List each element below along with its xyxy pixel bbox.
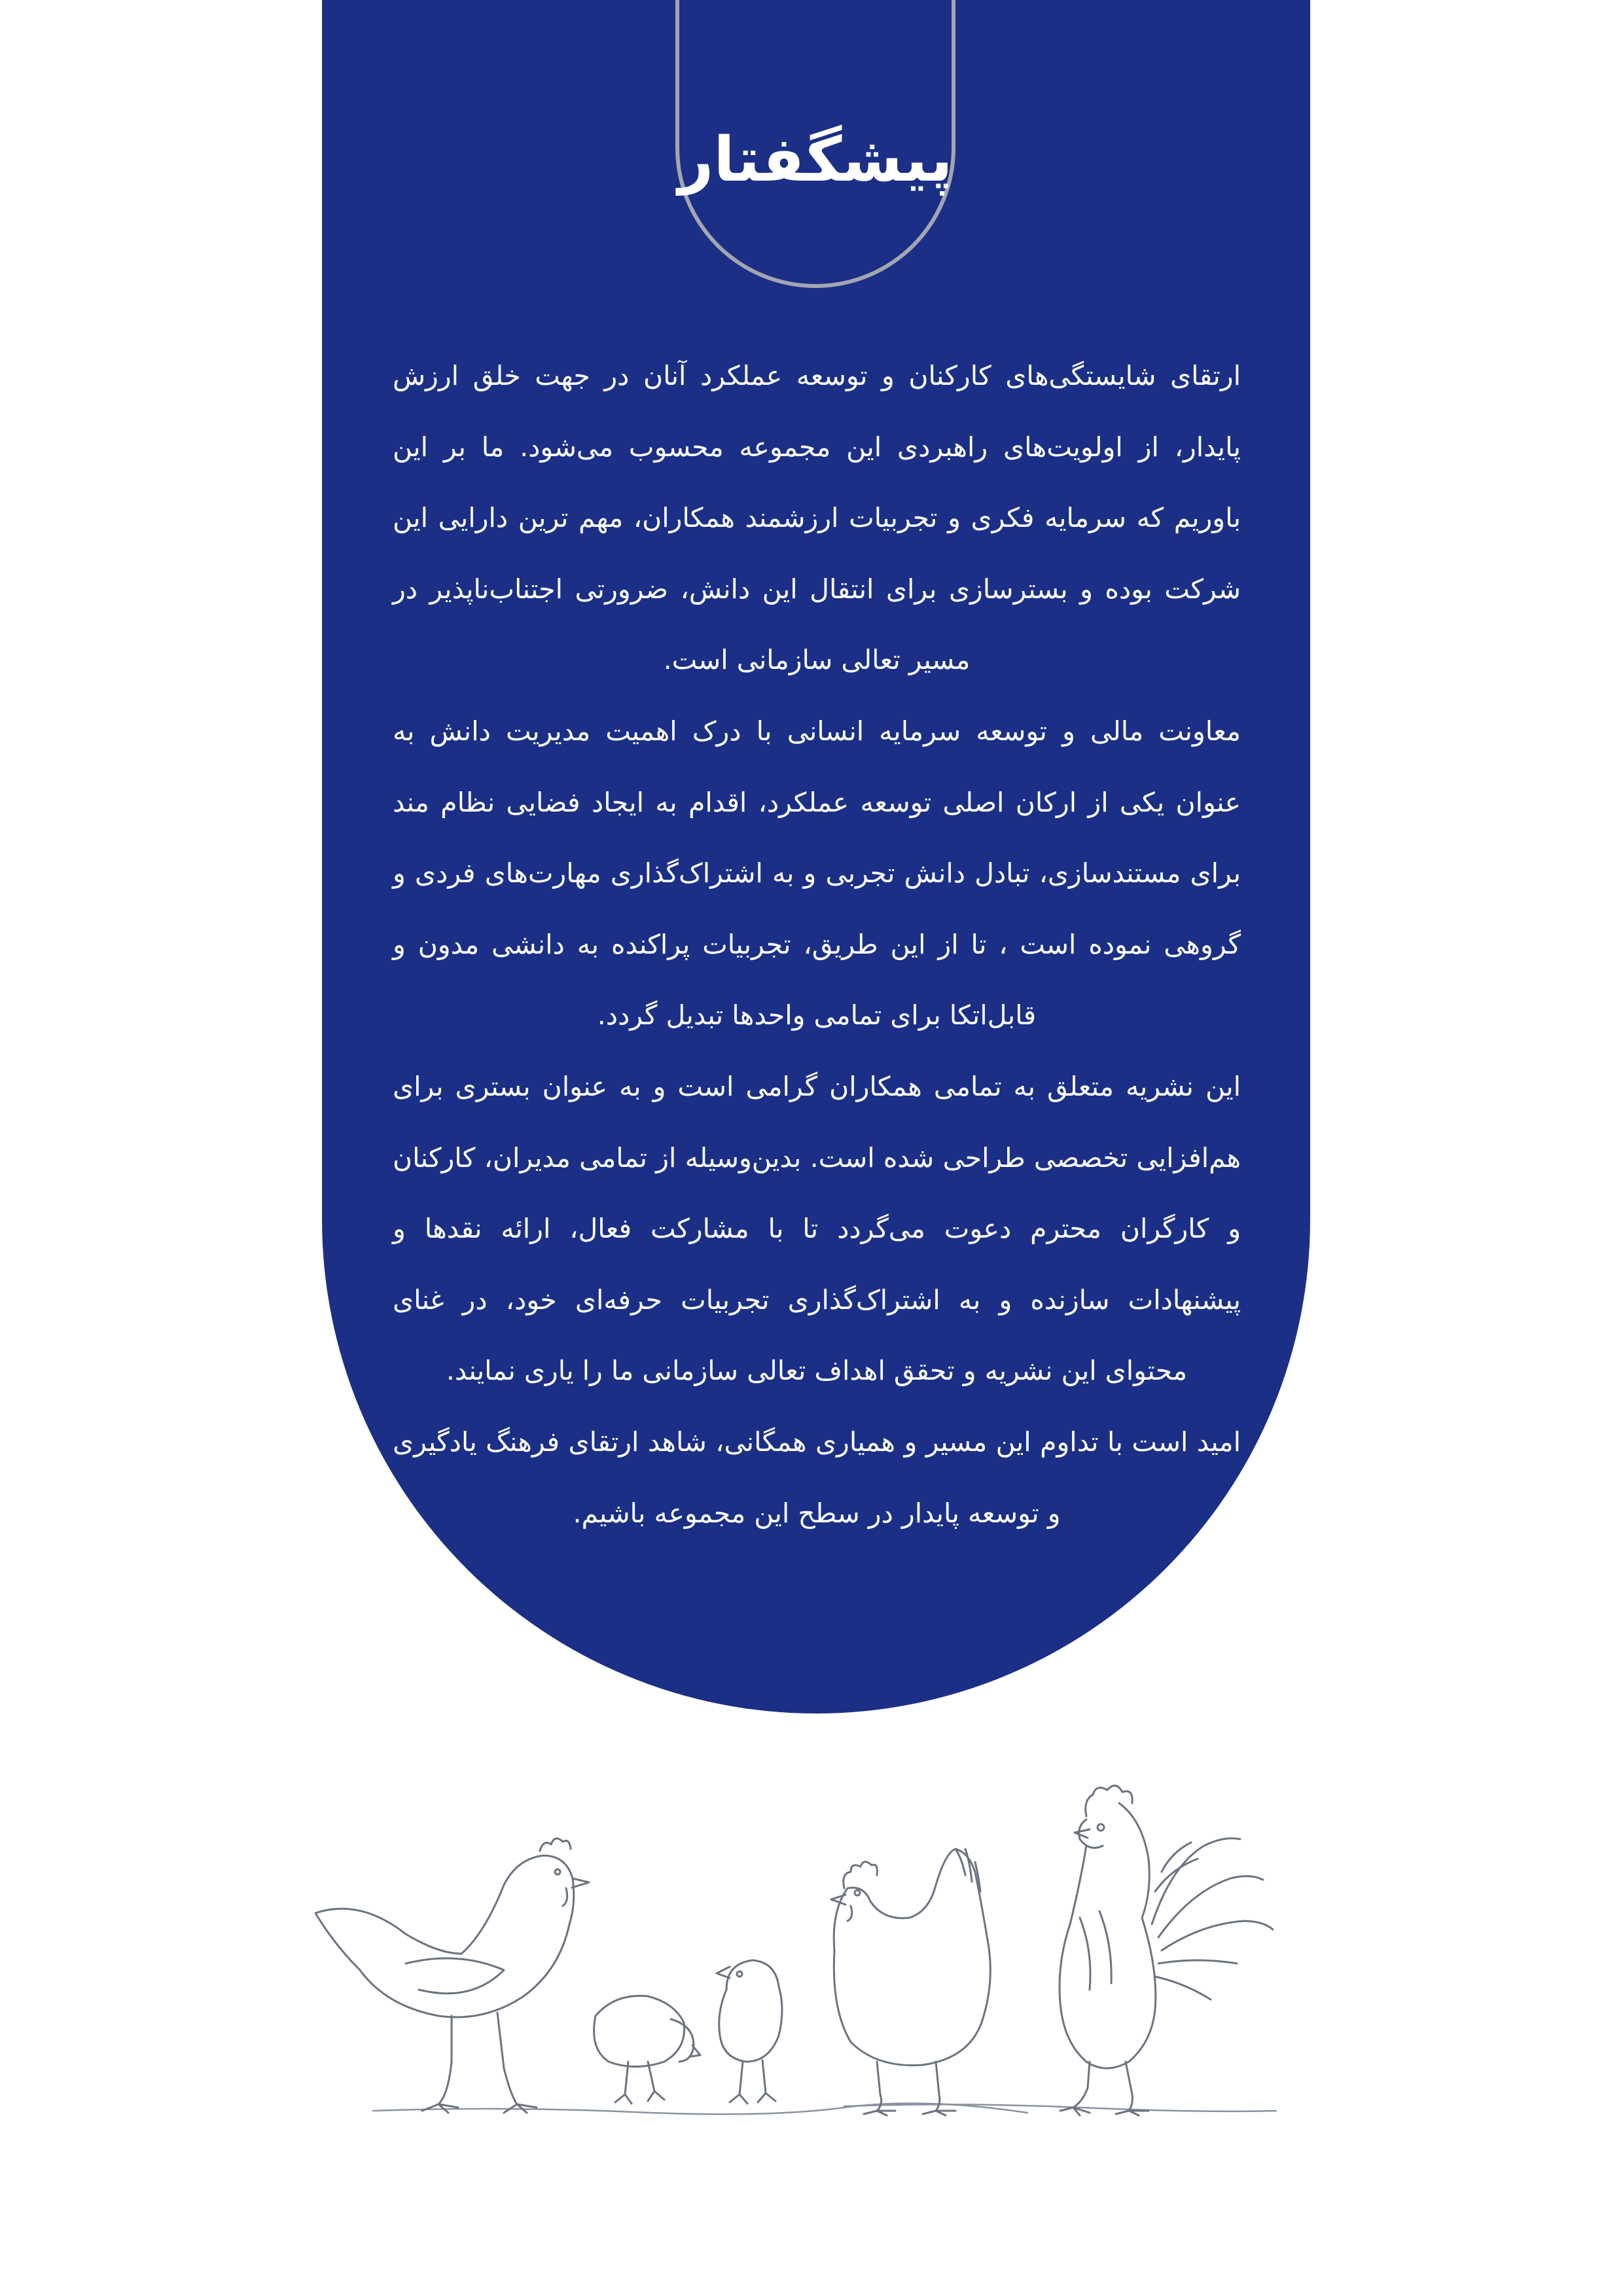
hen-left-drawing bbox=[315, 1839, 589, 2113]
chickens-line-art-illustration bbox=[308, 1754, 1342, 2134]
preface-body bbox=[393, 340, 1241, 1549]
paragraph-2: معاونت مالی و توسعه سرمایه انسانی با درک اهمیت مدیریت دانش به عنوان یکی از ارکان اصلی توسعه عملکرد، اقدام به ایجاد فضایی نظام مند برای مستندسازی، تبادل دانش تجربی و به اشتراک‌گذاری مهارت‌های فردی و گروهی نموده است ، تا از این طریق، تجربیات پراکنده به دانشی مدون و قابل‌اتکا برای تمامی واحدها تبدیل گردد. bbox=[393, 715, 1241, 1031]
chick-standing-drawing bbox=[717, 1960, 782, 2104]
hen-middle-drawing bbox=[831, 1849, 990, 2115]
paragraph-4: امید است با تداوم این مسیر و همیاری همگانی، شاهد ارتقای فرهنگ یادگیری و توسعه پایدار در سطح این مجموعه باشیم. bbox=[393, 1426, 1241, 1529]
rooster-drawing bbox=[1060, 1785, 1273, 2115]
page-title: پیشگفتار bbox=[678, 124, 953, 196]
chick-pecking-drawing bbox=[594, 1996, 701, 2104]
paragraph-1: ارتقای شایستگی‌های کارکنان و توسعه عملکرد آنان در جهت خلق ارزش پایدار، از اولویت‌های راهبردی این مجموعه محسوب می‌شود. ما بر این باوریم که سرمایه فکری و تجربیات ارزشمند همکاران، مهم ترین دارایی این شرکت بوده و بسترسازی برای انتقال این دانش، ضرورتی اجتناب‌ناپذیر در مسیر تعالی سازمانی است. bbox=[393, 360, 1241, 676]
paragraph-3: این نشریه متعلق به تمامی همکاران گرامی است و به عنوان بستری برای هم‌افزایی تخصصی طراحی شده است. بدین‌وسیله از تمامی مدیران، کارکنان و کارگران محترم دعوت می‌گردد تا با مشارکت فعال، ارائه نقدها و پیشنهادات سازنده و به اشتراک‌گذاری تجربیات حرفه‌ای خود، در غنای محتوای این نشریه و تحقق اهداف تعالی سازمانی ما را یاری نمایند. bbox=[393, 1070, 1241, 1387]
